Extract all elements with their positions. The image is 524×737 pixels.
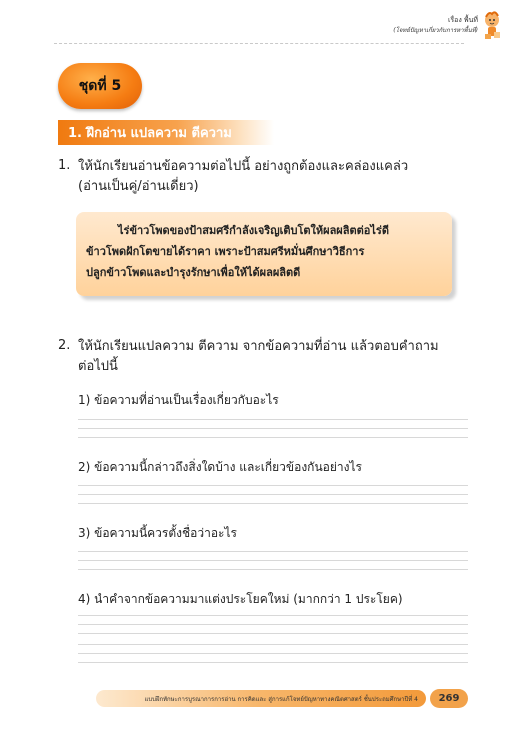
q2-line: ให้นักเรียนแปลความ ตีความ จากข้อความที่อ่าน แล้วตอบคำถาม bbox=[78, 339, 439, 354]
footer-bar bbox=[96, 690, 426, 707]
answer-line[interactable] bbox=[78, 428, 468, 429]
header-title: เรื่อง พื้นที่ bbox=[447, 16, 478, 24]
answer-line[interactable] bbox=[78, 615, 468, 616]
answer-line[interactable] bbox=[78, 662, 468, 663]
answer-line[interactable] bbox=[78, 419, 468, 420]
answer-line[interactable] bbox=[78, 494, 468, 495]
footer-text: แบบฝึกทักษะการบูรณาการการอ่าน การคิดและ สู่การแก้โจทย์ปัญหาทางคณิตศาสตร์ ชั้นประถมศึกษาปีที่ 4 bbox=[144, 695, 418, 703]
header-divider bbox=[54, 43, 464, 44]
answer-line[interactable] bbox=[78, 551, 468, 552]
q1-number: 1. bbox=[58, 158, 71, 173]
answer-line[interactable] bbox=[78, 653, 468, 654]
set-label: ชุดที่ 5 bbox=[78, 78, 122, 94]
q1-line: (อ่านเป็นคู่/อ่านเดี่ยว) bbox=[78, 179, 199, 194]
q2-text bbox=[78, 337, 478, 377]
answer-line[interactable] bbox=[78, 633, 468, 634]
mascot-icon bbox=[480, 10, 504, 42]
section-heading bbox=[58, 120, 274, 145]
subquestion-3: 3) ข้อความนี้ควรตั้งชื่อว่าอะไร bbox=[78, 526, 237, 540]
section-title: 1. ฝึกอ่าน แปลความ ตีความ bbox=[68, 126, 232, 141]
answer-line[interactable] bbox=[78, 624, 468, 625]
set-badge bbox=[58, 63, 142, 109]
header-subtitle: (โจทย์ปัญหาเกี่ยวกับการหาพื้นที่) bbox=[393, 27, 478, 34]
subquestion-2: 2) ข้อความนี้กล่าวถึงสิ่งใดบ้าง และเกี่ยวข้องกันอย่างไร bbox=[78, 460, 362, 474]
q2-number: 2. bbox=[58, 338, 71, 353]
subquestion-1: 1) ข้อความที่อ่านเป็นเรื่องเกี่ยวกับอะไร bbox=[78, 393, 279, 407]
q1-text bbox=[78, 157, 478, 197]
answer-line[interactable] bbox=[78, 560, 468, 561]
q2-line: ต่อไปนี้ bbox=[78, 359, 118, 374]
passage-line: ไร่ข้าวโพดของป้าสมศรีกำลังเจริญเติบโตให้ผลผลิตต่อไร่ดี bbox=[118, 224, 389, 237]
answer-line[interactable] bbox=[78, 485, 468, 486]
answer-line[interactable] bbox=[78, 437, 468, 438]
page-number-badge bbox=[430, 689, 468, 708]
passage-box bbox=[76, 212, 452, 296]
answer-line[interactable] bbox=[78, 503, 468, 504]
page-number: 269 bbox=[438, 693, 460, 704]
answer-line[interactable] bbox=[78, 569, 468, 570]
passage-line: ข้าวโพดฝักโตขายได้ราคา เพราะป้าสมศรีหมั่นศึกษาวิธีการ bbox=[86, 245, 365, 258]
q1-line: ให้นักเรียนอ่านข้อความต่อไปนี้ อย่างถูกต้องและคล่องแคล่ว bbox=[78, 159, 409, 174]
answer-line[interactable] bbox=[78, 644, 468, 645]
passage-line: ปลูกข้าวโพดและบำรุงรักษาเพื่อให้ได้ผลผลิตดี bbox=[86, 266, 301, 279]
subquestion-4: 4) นำคำจากข้อความมาแต่งประโยคใหม่ (มากกว่า 1 ประโยค) bbox=[78, 592, 403, 606]
passage-text bbox=[86, 220, 444, 283]
